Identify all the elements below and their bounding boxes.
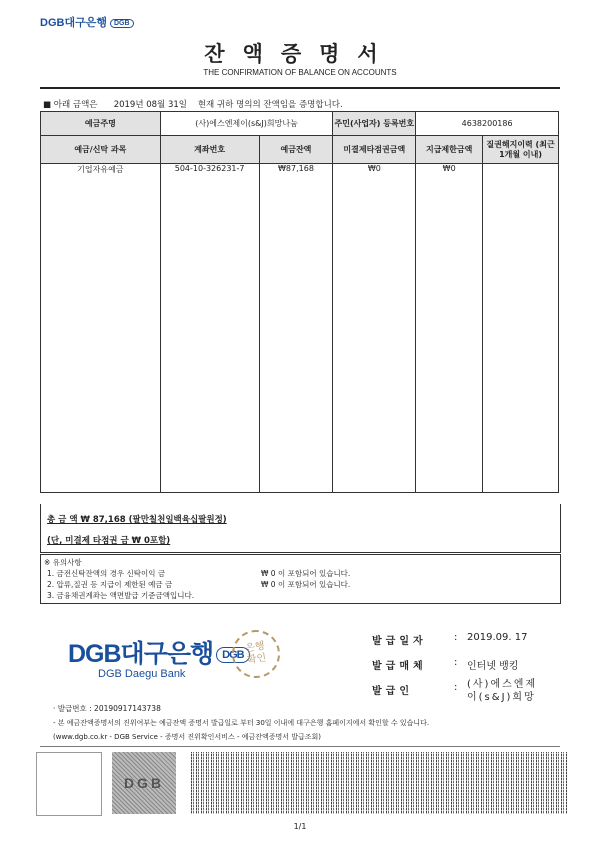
note-1: 1. 금전신탁잔액의 경우 신탁이익 금: [47, 569, 166, 578]
colon: :: [454, 682, 458, 693]
cell-uncleared: ₩0: [333, 164, 416, 493]
issue-method-label: 발급매체: [372, 661, 427, 672]
col-account: 계좌번호: [160, 136, 259, 164]
id-label: 주민(사업자) 등록번호: [333, 112, 416, 136]
cell-type: 기업자유예금: [41, 164, 161, 493]
col-type: 예금/신탁 과목: [41, 136, 161, 164]
bank-logo: DGB대구은행 DGB: [68, 634, 250, 670]
divider: [40, 87, 560, 89]
uncleared-note: (단, 미결제 타점권 금 ₩ 0포함): [47, 536, 171, 546]
note-1-value: ₩ 0 이 포함되어 있습니다.: [261, 569, 351, 578]
issuer-line-1: (사)에스엔제: [467, 679, 538, 690]
issuer-line-2: 이(s&J)희망: [467, 692, 536, 703]
issue-date: 2019.09. 17: [467, 632, 528, 643]
blank-box: [36, 752, 102, 816]
bank-english-name: DGB Daegu Bank: [98, 668, 186, 680]
balance-table: [40, 111, 559, 493]
col-uncleared: 미결제타점권금액: [333, 136, 416, 164]
summary-box: [40, 504, 561, 553]
total-amount: 총 금 액 ₩ 87,168 (팔만칠천일백육십팔원정): [47, 515, 227, 525]
id-value: 4638200186: [416, 112, 559, 136]
colon: :: [454, 632, 458, 643]
notes-title: ※ 유의사항: [44, 558, 82, 567]
note-3: 3. 금융채권계좌는 액면발급 기준금액입니다.: [47, 591, 195, 600]
cell-account: 504-10-326231-7: [160, 164, 259, 493]
barcode-image: [191, 752, 567, 814]
bank-seal-icon: 은행 확인: [229, 627, 283, 681]
depositor-label: 예금주명: [41, 112, 161, 136]
colon: :: [454, 657, 458, 668]
cell-pledge: [483, 164, 559, 493]
col-restricted: 지급제한금액: [416, 136, 483, 164]
page-number: 1/1: [293, 822, 307, 831]
note-2-value: ₩ 0 이 포함되어 있습니다.: [261, 580, 351, 589]
table-row: [41, 164, 559, 493]
issue-method: 인터넷 뱅킹: [467, 661, 519, 672]
issuer-label: 발급인: [372, 686, 413, 697]
depositor-name: (사)에스엔제이(s&J)희망나눔: [160, 112, 333, 136]
note-2: 2. 압류,질권 등 지급이 제한된 예금 금: [47, 580, 173, 589]
issue-date-label: 발급일자: [372, 636, 427, 647]
bank-logo-small: DGB대구은행 DGB: [40, 14, 134, 30]
document-subtitle: THE CONFIRMATION OF BALANCE ON ACCOUNTS: [203, 68, 397, 77]
amount-statement: ■ 아래 금액은 2019년 08월 31일 현재 귀하 명의의 잔액임을 증명합니다.: [43, 100, 343, 110]
notes-box: [40, 554, 561, 604]
col-pledge: 질권해지이력 (최근 1개월 이내): [483, 136, 559, 164]
watermark-box: DGB: [112, 752, 176, 814]
footer-path: (www.dgb.co.kr - DGB Service - 증명서 진위확인서비스 - 예금잔액증명서 발급조회): [53, 733, 322, 741]
cell-balance: ₩87,168: [259, 164, 333, 493]
divider: [40, 746, 560, 747]
footer-notice: - 본 예금잔액증명서의 진위여부는 예금잔액 증명서 발급일로 부터 30일 이내에 대구은행 홈페이지에서 확인할 수 있습니다.: [53, 719, 430, 727]
col-balance: 예금잔액: [259, 136, 333, 164]
cell-restricted: ₩0: [416, 164, 483, 493]
document-title: 잔액증명서: [204, 42, 396, 66]
issue-number: · 발급번호 : 20190917143738: [53, 704, 161, 713]
